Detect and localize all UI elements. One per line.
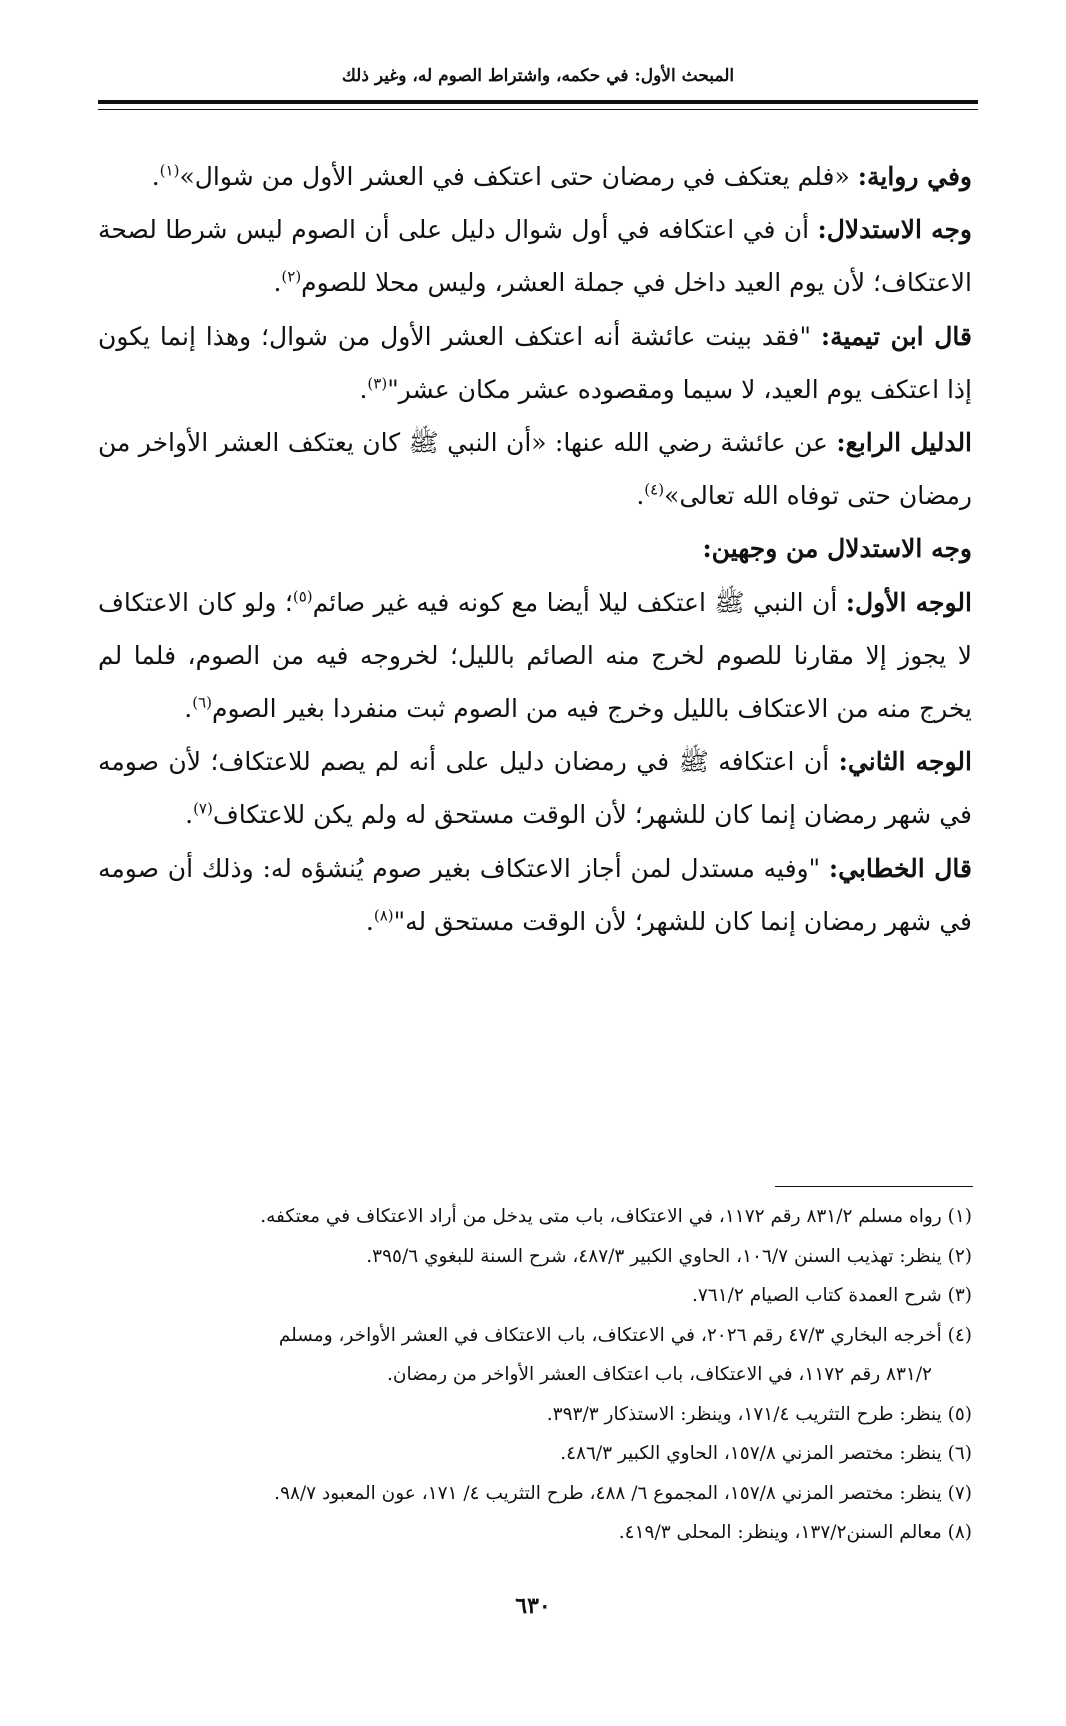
paragraph <box>98 735 972 841</box>
paragraph <box>98 203 972 309</box>
footnote-ref: (٨) <box>373 906 394 925</box>
footnote: (٤) أخرجه البخاري ٤٧/٣ رقم ٢٠٢٦، في الاعتكاف، باب الاعتكاف في العشر الأواخر، ومسلم <box>278 1324 972 1346</box>
footnote-ref: (١) <box>159 161 180 180</box>
main-text <box>98 150 972 948</box>
paragraph-tail: . <box>636 481 645 511</box>
paragraph <box>98 576 972 736</box>
footnote-continuation: ٨٣١/٢ رقم ١١٧٢، في الاعتكاف، باب اعتكاف العشر الأواخر من رمضان. <box>387 1364 932 1385</box>
paragraph-lead: وفي رواية: <box>857 162 972 191</box>
footnote: (١) رواه مسلم ٨٣١/٢ رقم ١١٧٢، في الاعتكاف، باب متى يدخل من أراد الاعتكاف في معتكفه. <box>260 1206 972 1227</box>
paragraph <box>98 842 972 948</box>
paragraph-lead: وجه الاستدلال: <box>817 215 973 245</box>
paragraph-lead: وجه الاستدلال من وجهين: <box>702 534 972 564</box>
footnote: (٣) شرح العمدة كتاب الصيام ٧٦١/٢. <box>691 1285 972 1306</box>
paragraph-text: أن النبي ﷺ اعتكف ليلا أيضا مع كونه فيه غير صائم <box>312 587 846 617</box>
footnote: (٧) ينظر: مختصر المزني ١٥٧/٨، المجموع ٦/ ٤٨٨، طرح التثريب ٤/ ١٧١، عون المعبود ٩٨/٧. <box>274 1482 972 1504</box>
paragraph-tail: . <box>151 162 160 191</box>
paragraph-lead: الوجه الثاني: <box>838 747 972 777</box>
footnote-ref: (٢) <box>281 268 302 287</box>
paragraph-tail: . <box>273 268 282 298</box>
footnote-ref: (٥) <box>292 587 313 606</box>
paragraph-tail: . <box>185 800 194 830</box>
footnote-ref: (٧) <box>193 800 213 819</box>
footnote: (٨) معالم السنن١٣٧/٢، وينظر: المحلى ٤١٩/٣. <box>618 1522 972 1543</box>
paragraph-text: عن عائشة رضي الله عنها: «أن النبي ﷺ كان يعتكف العشر الأواخر من رمضان حتى توفاه الله تعالى» <box>98 428 972 511</box>
footnote-ref: (٣) <box>367 374 388 393</box>
paragraph <box>98 310 972 416</box>
paragraph-text: أن في اعتكافه في أول شوال دليل على أن الصوم ليس شرطا لصحة الاعتكاف؛ لأن يوم العيد داخل في جملة العشر، وليس محلا للصوم <box>98 215 972 298</box>
paragraph-lead: قال ابن تيمية: <box>820 321 972 351</box>
footnote-separator <box>775 1186 973 1187</box>
footnote: (٥) ينظر: طرح التثريب ١٧١/٤، وينظر: الاستذكار ٣٩٣/٣. <box>546 1403 972 1425</box>
footnote-ref: (٦) <box>192 693 212 712</box>
paragraph <box>98 150 972 203</box>
paragraph-lead: الدليل الرابع: <box>836 428 973 458</box>
footnote-ref: (٤) <box>644 480 665 499</box>
paragraph-lead: قال الخطابي: <box>828 853 972 883</box>
paragraph-lead: الوجه الأول: <box>845 587 972 617</box>
running-head: المبحث الأول: في حكمه، واشتراط الصوم له، وغير ذلك <box>341 66 735 86</box>
paragraph-text: "فقد بينت عائشة أنه اعتكف العشر الأول من شوال؛ وهذا إنما يكون إذا اعتكف يوم العيد، لا سيما ومقصوده عشر مكان عشر" <box>98 321 972 404</box>
paragraph <box>98 416 972 522</box>
paragraph-tail: . <box>365 906 374 936</box>
footnotes <box>98 1197 972 1553</box>
paragraph-tail: ؛ ولو كان الاعتكاف لا يجوز إلا مقارنا للصوم لخرج منه الصائم بالليل؛ لخروجه فيه من الصوم، فلما لم يخرج منه من الاعتكاف بالليل وخرج فيه من الصوم ثبت منفردا بغير الصوم <box>98 587 972 724</box>
paragraph-text: "وفيه مستدل لمن أجاز الاعتكاف بغير صوم يُنشؤه له: وذلك أن صومه في شهر رمضان إنما كان للشهر؛ لأن الوقت مستحق له" <box>98 853 972 936</box>
page-number: ٦٣٠ <box>515 1593 551 1619</box>
paragraph-text: أن اعتكافه ﷺ في رمضان دليل على أنه لم يصم للاعتكاف؛ لأن صومه في شهر رمضان إنما كان للشهر؛ لأن الوقت مستحق له ولم يكن للاعتكاف <box>98 747 972 830</box>
footnote: (٦) ينظر: مختصر المزني ١٥٧/٨، الحاوي الكبير ٤٨٦/٣. <box>560 1443 972 1464</box>
footnote: (٢) ينظر: تهذيب السنن ١٠٦/٧، الحاوي الكبير ٤٨٧/٣، شرح السنة للبغوي ٣٩٥/٦. <box>366 1245 972 1267</box>
paragraph-tail: . <box>359 374 368 404</box>
paragraph-end: . <box>184 694 193 724</box>
paragraph-text: «فلم يعتكف في رمضان حتى اعتكف في العشر الأول من شوال» <box>179 162 858 191</box>
section-heading <box>98 522 972 575</box>
header-rule-thin <box>98 109 978 110</box>
header-rule-thick <box>98 100 978 104</box>
